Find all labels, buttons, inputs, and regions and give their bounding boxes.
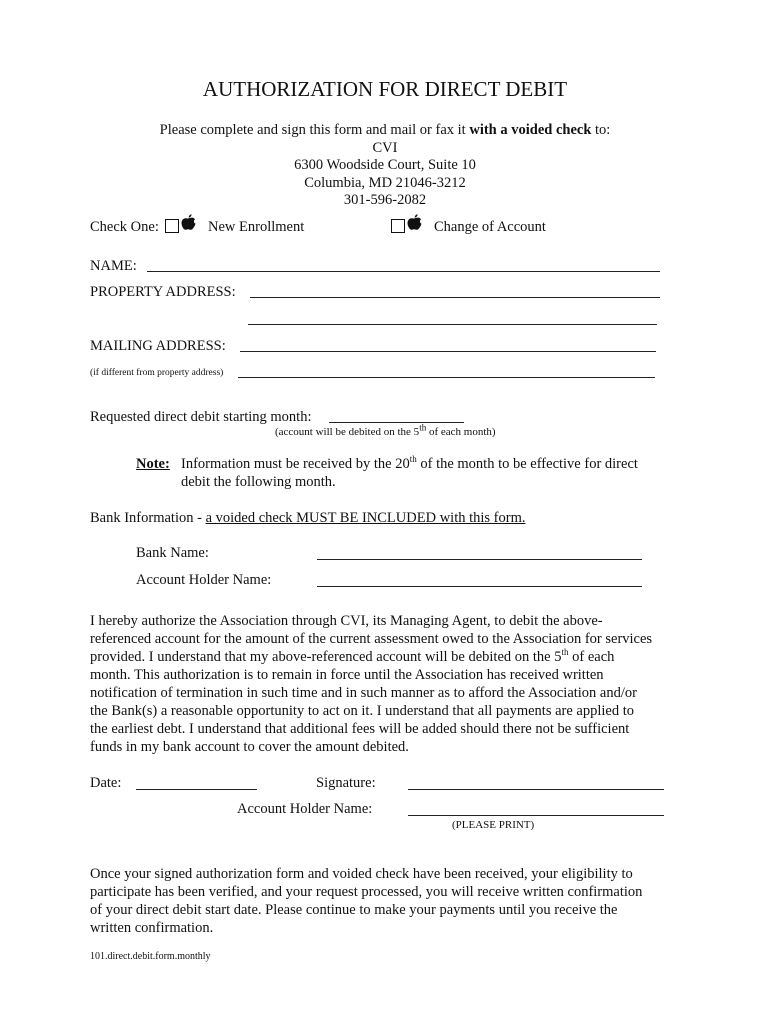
bank-info-underlined: a voided check MUST BE INCLUDED with this form. <box>205 510 526 526</box>
authorization-line3-sup: th <box>561 647 569 658</box>
bank-info-prefix: Bank Information - <box>90 510 206 526</box>
note-text-suffix: of the month to be effective for direct <box>416 456 638 472</box>
start-month-field[interactable] <box>329 422 464 423</box>
account-holder-label: Account Holder Name: <box>136 572 272 588</box>
name-field[interactable] <box>147 271 660 272</box>
apple-logo-icon <box>407 214 422 235</box>
property-address-label: PROPERTY ADDRESS: <box>90 284 236 300</box>
instruction-prefix: Please complete and sign this form and mail or fax it <box>159 122 470 138</box>
property-address-field[interactable] <box>250 297 660 298</box>
closing-line: Once your signed authorization form and voided check have been received, your eligibility to <box>90 866 633 882</box>
authorization-line3-suffix: of each <box>568 649 615 665</box>
bank-name-field[interactable] <box>317 559 642 560</box>
start-month-note <box>275 422 496 439</box>
note-text-line2: debit the following month. <box>181 474 336 490</box>
new-enrollment-checkbox[interactable] <box>165 219 179 233</box>
authorization-line: referenced account for the amount of the current assessment owed to the Association for services <box>90 631 653 647</box>
authorization-line <box>90 648 614 666</box>
authorization-line: the earliest debt. I understand that additional fees will be added should there not be sufficient <box>90 721 630 737</box>
please-print-note: (PLEASE PRINT) <box>452 819 535 831</box>
note-text <box>181 455 638 473</box>
authorization-line: month. This authorization is to remain in force until the Association has received written <box>90 667 604 683</box>
start-month-note-sup: th <box>419 422 427 433</box>
name-label: NAME: <box>90 258 137 274</box>
instruction-bold: with a voided check <box>469 122 592 138</box>
company-address-line1: 6300 Woodside Court, Suite 10 <box>294 157 476 173</box>
mailing-address-field-line2[interactable] <box>238 377 655 378</box>
new-enrollment-label: New Enrollment <box>208 219 305 235</box>
signature-label: Signature: <box>316 775 376 791</box>
start-month-note-suffix: of each month) <box>426 426 496 438</box>
sign-account-holder-label: Account Holder Name: <box>237 801 373 817</box>
mailing-address-label: MAILING ADDRESS: <box>90 338 226 354</box>
note-label-text: Note: <box>136 456 170 472</box>
note-text-sup: th <box>409 454 417 465</box>
closing-line: participate has been verified, and your request processed, you will receive written confirmation <box>90 884 643 900</box>
mailing-address-note: (if different from property address) <box>90 368 224 378</box>
authorization-line: the Bank(s) a reasonable opportunity to act on it. I understand that all payments are applied to <box>90 703 634 719</box>
start-month-label: Requested direct debit starting month: <box>90 409 312 425</box>
authorization-line: I hereby authorize the Association through CVI, its Managing Agent, to debit the above- <box>90 613 603 629</box>
instruction-suffix: to: <box>591 122 611 138</box>
apple-logo-icon <box>181 214 196 235</box>
sign-account-holder-field[interactable] <box>408 815 664 816</box>
authorization-line: notification of termination in such time and in such manner as to afford the Association and/or <box>90 685 637 701</box>
property-address-field-line2[interactable] <box>248 324 657 325</box>
authorization-line3-prefix: provided. I understand that my above-referenced account will be debited on the 5 <box>90 649 562 665</box>
check-one-label: Check One: <box>90 219 159 235</box>
authorization-line: funds in my bank account to cover the amount debited. <box>90 739 409 755</box>
change-account-label: Change of Account <box>434 219 546 235</box>
instruction-text <box>0 121 770 139</box>
mailing-address-field[interactable] <box>240 351 656 352</box>
company-address-line2: Columbia, MD 21046-3212 <box>304 175 466 191</box>
closing-line: of your direct debit start date. Please continue to make your payments until you receive the <box>90 902 618 918</box>
date-field[interactable] <box>136 789 257 790</box>
start-month-note-prefix: (account will be debited on the 5 <box>275 426 420 438</box>
bank-info-text <box>90 509 525 527</box>
account-holder-field[interactable] <box>317 586 642 587</box>
signature-field[interactable] <box>408 789 664 790</box>
form-title: AUTHORIZATION FOR DIRECT DEBIT <box>202 77 568 101</box>
date-label: Date: <box>90 775 122 791</box>
company-name: CVI <box>372 140 398 156</box>
company-phone: 301-596-2082 <box>343 192 427 208</box>
change-account-checkbox[interactable] <box>391 219 405 233</box>
closing-line: written confirmation. <box>90 920 214 936</box>
note-text-prefix: Information must be received by the 20 <box>181 456 410 472</box>
form-id-footer: 101.direct.debit.form.monthly <box>90 951 211 962</box>
bank-name-label: Bank Name: <box>136 545 209 561</box>
note-label <box>136 455 170 473</box>
